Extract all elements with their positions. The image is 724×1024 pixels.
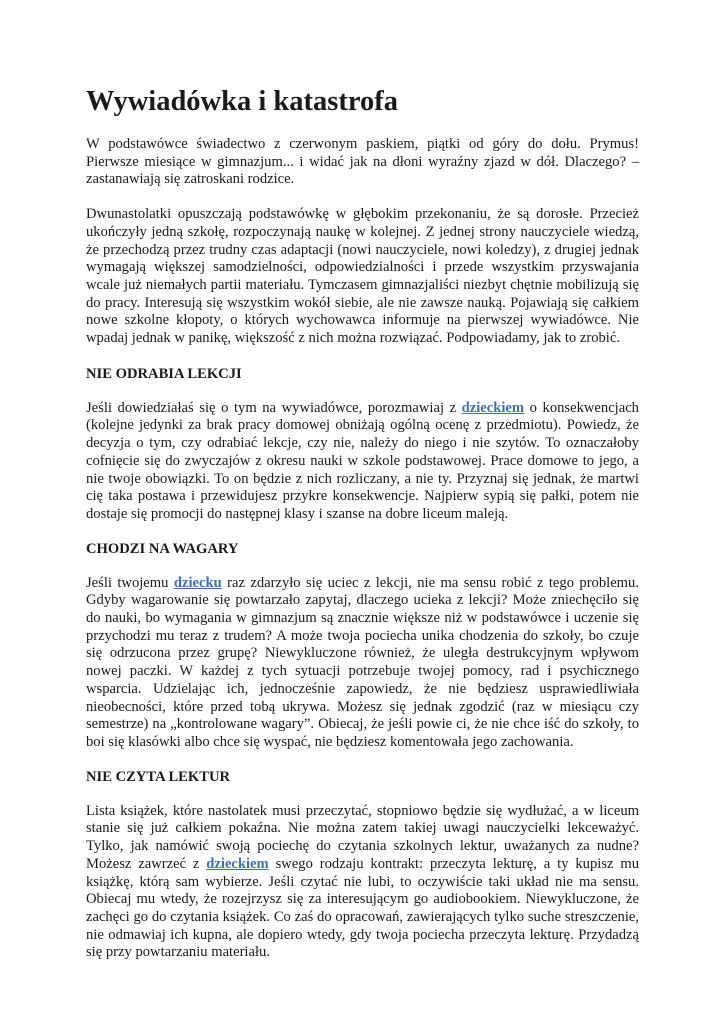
section-paragraph-homework [86,400,639,524]
intro-paragraph-1: W podstawówce świadectwo z czerwonym paskiem, piątki od góry do dołu. Prymus! Pierwsze miesiące w gimnazjum... i widać jak na dłoni wyraźny zjazd w dół. Dlaczego? – zastanawiają się zatroskani rodzice. [86,136,639,188]
paragraph-text: Lista książek, które nastolatek musi przeczytać, stopniowo będzie się wydłużać, a w liceum stanie się już całkiem pokaźna. Nie można zatem takiej uwagi nauczycielki lekceważyć. Tylko, jak namówić swoją pociechę do czytania szkolnych lektur, uważanych za nudne? Możesz zawrzeć z [86,802,639,872]
intro-paragraph-2: Dwunastolatki opuszczają podstawówkę w głębokim przekonaniu, że są dorosłe. Przecież ukończyły jedną szkołę, rozpoczynają naukę w kolejnej. Z jednej strony nauczyciele wiedzą, że przechodzą przez trudny czas adaptacji (nowi nauczyciele, nowi koledzy), z drugiej jednak wymagają większej samodzielności, odpowiedzialności i przede wszystkim przyswajania wcale już niemałych partii materiału. Tymczasem gimnazjaliści niezbyt chętnie mobilizują się do pracy. Interesują się wszystkim wokół siebie, ale nie zawsze nauką. Pojawiają się całkiem nowe szkolne kłopoty, o których wychowawca informuje na pierwszej wywiadówce. Nie wpadaj jednak w panikę, większość z nich można rozwiązać. Podpowiadamy, jak to zrobić. [86,206,639,347]
paragraph-text: raz zdarzyło się uciec z lekcji, nie ma sensu robić z tego problemu. Gdyby wagarowanie się powtarzało zapytaj, dlaczego ucieka z lekcji? Może zniechęciło się do nauki, bo wymagania w gimnazjum są znacznie większe niż w podstawówce i uczenie się przychodzi mu teraz z trudem? A może twoja pociecha unika chodzenia do szkoły, bo czuje się odrzucona przez grupę? Niewykluczone również, że uległa destrukcyjnym wpływom nowej paczki. W każdej z tych sytuacji potrzebuje twojej pomocy, rad i psychicznego wsparcia. Udzielając ich, jednocześnie zapowiedz, że nie będziesz usprawiedliwiała nieobecności, które przed tobą ukrywa. Możesz się jednak zgodzić (raz w miesiącu czy semestrze) na „kontrolowane wagary”. Obiecaj, że jeśli powie ci, że nie chce iść do szkoły, to boi się klasówki albo chce się wyspać, nie będziesz komentowała jego zachowania. [86,574,639,750]
link-dziecku[interactable]: dziecku [173,574,222,591]
article-title: Wywiadówka i katastrofa [86,86,398,117]
section-heading-reading: NIE CZYTA LEKTUR [86,768,231,785]
paragraph-text: o konsekwencjach (kolejne jedynki za brak pracy domowej obniżają ogólną ocenę z przedmiotu). Powiedz, że decyzja o tym, czy odrabiać lekcje, czy nie, należy do niego i nie szytów. To oznaczałoby cofnięcie się do zwyczajów z okresu nauki w szkole podstawowej. Prace domowe to jego, a nie twoje obowiązki. To on będzie z nich rozliczany, a nie ty. Przyznaj się jednak, że martwi cię taka postawa i przewidujesz przykre konsekwencje. Najpierw sypią się pałki, potem nie dostaje się promocji do następnej klasy i szanse na dobre liceum maleją. [86,399,639,522]
section-heading-truancy: CHODZI NA WAGARY [86,540,239,557]
section-paragraph-reading [86,803,639,962]
paragraph-text: Jeśli twojemu [86,574,174,591]
paragraph-text: swego rodzaju kontrakt: przeczyta lekturę, a ty kupisz mu książkę, którą sam wybierze. Jeśli czytać nie lubi, to oczywiście taki układ nie ma sensu. Obiecaj mu wtedy, że rozejrzysz się za interesującym go audiobookiem. Niewykluczone, że zachęci go do czytania książek. Co zaś do opracowań, zawierających tylko suche streszczenie, nie odmawiaj ich kupna, ale dopiero wtedy, gdy twoja pociecha przeczyta lekturę. Przydadzą się przy powtarzaniu materiału. [86,855,640,961]
section-paragraph-truancy [86,575,639,752]
paragraph-text: Jeśli dowiedziałaś się o tym na wywiadówce, porozmawiaj z [86,399,462,416]
link-dzieckiem[interactable]: dzieckiem [461,399,525,416]
section-heading-homework: NIE ODRABIA LEKCJI [86,365,242,382]
link-dzieckiem[interactable]: dzieckiem [206,855,269,872]
article [86,84,639,978]
